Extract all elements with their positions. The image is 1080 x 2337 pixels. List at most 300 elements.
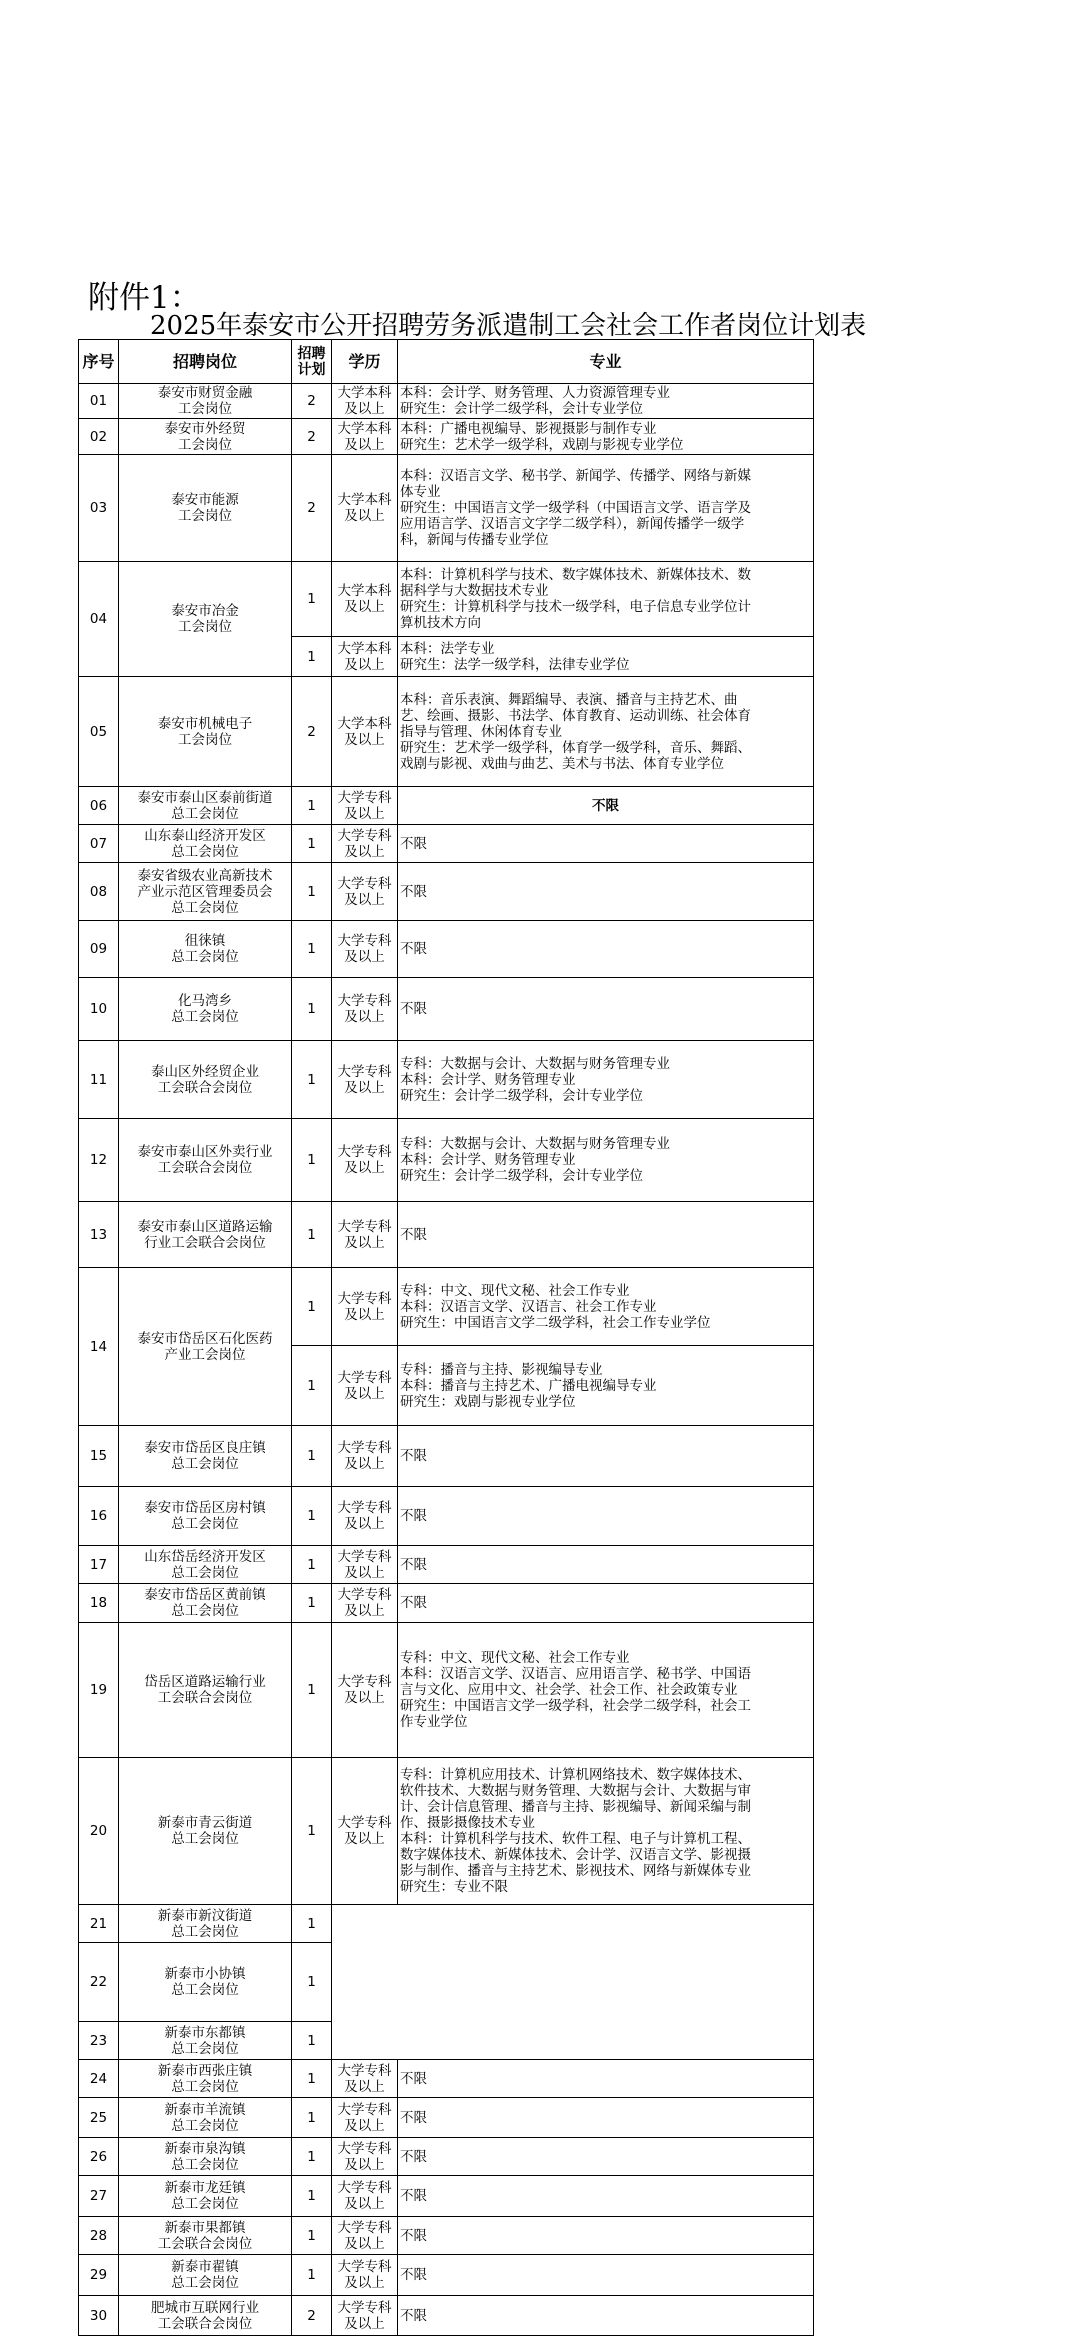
row-number: 09: [79, 921, 119, 978]
cell-line: 总工会岗位: [171, 2078, 239, 2095]
cell-line: 及以上: [344, 656, 385, 673]
post-name: [119, 455, 292, 562]
cell-line: 专科：大数据与会计、大数据与财务管理专业: [400, 1136, 670, 1152]
cell-line: 大学专科: [337, 1063, 392, 1080]
post-name: [119, 787, 292, 825]
major-requirement: [398, 2217, 814, 2255]
plan-count: 2: [292, 419, 332, 455]
post-name: [119, 2217, 292, 2255]
cell-line: 及以上: [344, 1079, 385, 1096]
cell-line: 新泰市青云街道: [157, 1815, 253, 1831]
row-number: 28: [79, 2217, 119, 2255]
cell-line: 大学专科: [337, 1674, 392, 1690]
post-name: [119, 2022, 292, 2060]
table-row: [79, 1584, 814, 1623]
cell-line: 本科：汉语言文学、汉语言、社会工作专业: [400, 1298, 657, 1315]
table-row: [79, 2098, 814, 2138]
cell-line: 不限: [400, 2070, 427, 2087]
table-row: [79, 863, 814, 921]
row-number: 30: [79, 2296, 119, 2336]
cell-line: 大学专科: [337, 2219, 392, 2236]
major-requirement: [398, 1546, 814, 1584]
plan-count: 1: [292, 637, 332, 677]
education-requirement: [332, 1119, 398, 1202]
cell-line: 不限: [400, 1556, 427, 1573]
cell-line: 工会岗位: [178, 731, 232, 748]
cell-line: 新泰市果都镇: [164, 2219, 246, 2236]
cell-line: 不限: [400, 2267, 427, 2283]
plan-count: 1: [292, 1943, 332, 2022]
cell-line: 及以上: [344, 1516, 385, 1532]
cell-line: 研究生：会计学二级学科，会计专业学位: [400, 1168, 643, 1184]
major-requirement: [398, 1041, 814, 1119]
cell-line: 工会联合会岗位: [157, 1690, 253, 1706]
major-requirement: [398, 1584, 814, 1623]
cell-line: 体专业: [400, 484, 441, 500]
cell-line: 专科：播音与主持、影视编导专业: [400, 1361, 603, 1378]
row-number: 03: [79, 455, 119, 562]
cell-line: 不限: [400, 1595, 427, 1611]
header-education: 学历: [332, 340, 398, 384]
plan-count: 1: [292, 1202, 332, 1268]
cell-line: 新泰市泉沟镇: [164, 2140, 246, 2157]
major-requirement: [398, 1758, 814, 1905]
major-requirement: [398, 825, 814, 863]
cell-line: 专科：中文、现代文秘、社会工作专业: [400, 1282, 630, 1299]
education-requirement: [332, 1202, 398, 1268]
merged-blank-education: [332, 1905, 398, 2060]
cell-line: 大学专科: [337, 1440, 392, 1456]
post-name: [119, 1426, 292, 1487]
education-requirement: [332, 1041, 398, 1119]
cell-line: 研究生：艺术学一级学科，戏剧与影视专业学位: [400, 436, 684, 453]
post-name: [119, 1905, 292, 1943]
cell-line: 大学专科: [337, 2140, 392, 2157]
cell-line: 科，新闻与传播专业学位: [400, 532, 549, 548]
cell-line: 本科：计算机科学与技术、软件工程、电子与计算机工程、: [400, 1831, 751, 1847]
row-number: 26: [79, 2138, 119, 2176]
cell-line: 本科：法学专业: [400, 640, 495, 657]
post-name: [119, 1268, 292, 1426]
education-requirement: [332, 978, 398, 1041]
row-number: 16: [79, 1487, 119, 1546]
cell-line: 总工会岗位: [171, 949, 239, 965]
cell-line: 不限: [400, 2109, 427, 2126]
cell-line: 总工会岗位: [171, 1456, 239, 1472]
plan-count: 2: [292, 455, 332, 562]
cell-line: 本科：计算机科学与技术、数字媒体技术、新媒体技术、数: [400, 567, 751, 583]
plan-count: 1: [292, 1905, 332, 1943]
cell-line: 本科：汉语言文学、秘书学、新闻学、传播学、网络与新媒: [400, 468, 751, 484]
row-number: 19: [79, 1623, 119, 1758]
plan-count: 2: [292, 2296, 332, 2336]
cell-line: 大学专科: [337, 1144, 392, 1160]
cell-line: 泰安市岱岳区良庄镇: [144, 1440, 266, 1456]
cell-line: 新泰市东都镇: [164, 2024, 246, 2041]
plan-count: 1: [292, 863, 332, 921]
table-row: [79, 825, 814, 863]
major-requirement: [398, 455, 814, 562]
table-row: [79, 2176, 814, 2217]
cell-line: 泰安市泰山区外卖行业: [137, 1144, 273, 1160]
plan-count: 1: [292, 2176, 332, 2217]
post-name: [119, 677, 292, 787]
cell-line: 不限: [400, 835, 427, 852]
post-name: [119, 921, 292, 978]
cell-line: 总工会岗位: [171, 1923, 239, 1940]
education-requirement: [332, 921, 398, 978]
cell-line: 新泰市西张庄镇: [157, 2062, 253, 2079]
post-name: [119, 2296, 292, 2336]
cell-line: 工会联合会岗位: [157, 2235, 253, 2252]
cell-line: 及以上: [344, 805, 385, 822]
header-post: 招聘岗位: [119, 340, 292, 384]
education-requirement: [332, 2296, 398, 2336]
cell-line: 岱岳区道路运输行业: [144, 1674, 266, 1690]
cell-line: 肥城市互联网行业: [151, 2299, 259, 2316]
header-plan-text: 招聘计划: [297, 345, 326, 378]
table-row: [79, 787, 814, 825]
row-number: 04: [79, 562, 119, 677]
cell-line: 总工会岗位: [171, 2040, 239, 2057]
cell-line: 指导与管理、休闲体育专业: [400, 723, 562, 740]
major-requirement: [398, 384, 814, 419]
major-requirement: [398, 2255, 814, 2296]
cell-line: 及以上: [344, 843, 385, 860]
cell-line: 据科学与大数据技术专业: [400, 583, 549, 599]
row-number: 11: [79, 1041, 119, 1119]
cell-line: 大学本科: [337, 420, 392, 437]
plan-count: 1: [292, 2098, 332, 2138]
header-no: 序号: [79, 340, 119, 384]
cell-line: 大学专科: [337, 2180, 392, 2196]
row-number: 24: [79, 2060, 119, 2098]
cell-line: 及以上: [344, 949, 385, 965]
education-requirement: [332, 1268, 398, 1346]
cell-line: 研究生：中国语言文学二级学科，社会工作专业学位: [400, 1314, 711, 1331]
table-row: [79, 1041, 814, 1119]
plan-count: 1: [292, 2255, 332, 2296]
education-requirement: [332, 863, 398, 921]
row-number: 01: [79, 384, 119, 419]
table-row: [79, 1426, 814, 1487]
cell-line: 大学专科: [337, 1587, 392, 1603]
cell-line: 大学专科: [337, 1218, 392, 1235]
post-name: [119, 562, 292, 677]
cell-line: 研究生：艺术学一级学科，体育学一级学科，音乐、舞蹈、: [400, 739, 751, 756]
cell-line: 工会岗位: [178, 508, 232, 524]
education-requirement: [332, 455, 398, 562]
row-number: 15: [79, 1426, 119, 1487]
cell-line: 总工会岗位: [171, 1009, 239, 1025]
plan-count: 1: [292, 1041, 332, 1119]
post-name: [119, 2255, 292, 2296]
cell-line: 大学专科: [337, 1290, 392, 1307]
education-requirement: [332, 825, 398, 863]
cell-line: 及以上: [344, 2078, 385, 2095]
cell-line: 影与制作、播音与主持艺术、影视技术、网络与新媒体专业: [400, 1863, 751, 1879]
cell-line: 算机技术方向: [400, 615, 481, 631]
row-number: 07: [79, 825, 119, 863]
cell-line: 泰安市外经贸: [164, 420, 246, 437]
recruitment-plan-table: [78, 339, 814, 2336]
cell-line: 专科：计算机应用技术、计算机网络技术、数字媒体技术、: [400, 1767, 751, 1783]
post-name: [119, 1546, 292, 1584]
cell-line: 及以上: [344, 1306, 385, 1323]
table-row: [79, 2060, 814, 2098]
plan-count: 2: [292, 384, 332, 419]
row-number: 20: [79, 1758, 119, 1905]
row-number: 05: [79, 677, 119, 787]
major-requirement: [398, 2138, 814, 2176]
table-row: [79, 562, 814, 637]
education-requirement: [332, 384, 398, 419]
cell-line: 泰安市泰山区道路运输: [137, 1218, 273, 1235]
cell-line: 大学本科: [337, 385, 392, 401]
cell-line: 及以上: [344, 1385, 385, 1402]
cell-line: 大学专科: [337, 827, 392, 844]
post-name: [119, 825, 292, 863]
cell-line: 泰安市泰山区泰前街道: [137, 789, 273, 806]
table-header-row: [79, 340, 814, 384]
plan-count: 1: [292, 1623, 332, 1758]
major-requirement: [398, 1202, 814, 1268]
post-name: [119, 2176, 292, 2217]
cell-line: 不限: [400, 883, 427, 900]
table-row: [79, 1546, 814, 1584]
table-row: [79, 455, 814, 562]
cell-line: 及以上: [344, 1160, 385, 1176]
major-requirement: [398, 863, 814, 921]
row-number: 08: [79, 863, 119, 921]
cell-line: 及以上: [344, 1009, 385, 1025]
row-number: 10: [79, 978, 119, 1041]
education-requirement: [332, 2255, 398, 2296]
row-number: 25: [79, 2098, 119, 2138]
cell-line: 言与文化、应用中文、社会学、社会工作、社会政策专业: [400, 1682, 738, 1698]
major-requirement: [398, 1487, 814, 1546]
row-number: 12: [79, 1119, 119, 1202]
cell-line: 不限: [400, 941, 427, 957]
table-row: [79, 677, 814, 787]
cell-line: 总工会岗位: [171, 1982, 239, 1998]
post-name: [119, 1943, 292, 2022]
cell-line: 本科：广播电视编导、影视摄影与制作专业: [400, 420, 657, 437]
education-requirement: [332, 787, 398, 825]
plan-count: 1: [292, 1119, 332, 1202]
cell-line: 本科：音乐表演、舞蹈编导、表演、播音与主持艺术、曲: [400, 691, 738, 708]
table-row: [79, 2217, 814, 2255]
post-name: [119, 1119, 292, 1202]
cell-line: 新泰市翟镇: [171, 2259, 239, 2275]
cell-line: 本科：会计学、财务管理、人力资源管理专业: [400, 385, 670, 401]
cell-line: 大学专科: [337, 2259, 392, 2275]
cell-line: 应用语言学、汉语言文字学二级学科），新闻传播学一级学: [400, 516, 745, 532]
major-requirement: [398, 2296, 814, 2336]
cell-line: 及以上: [344, 1690, 385, 1706]
cell-line: 戏剧与影视、戏曲与曲艺、美术与书法、体育专业学位: [400, 755, 724, 772]
post-name: [119, 1041, 292, 1119]
education-requirement: [332, 2138, 398, 2176]
cell-line: 及以上: [344, 1234, 385, 1251]
cell-line: 泰安市岱岳区石化医药: [137, 1330, 273, 1347]
post-name: [119, 419, 292, 455]
header-plan: [292, 340, 332, 384]
document-title: 2025年泰安市公开招聘劳务派遣制工会社会工作者岗位计划表: [150, 311, 867, 341]
row-number: 13: [79, 1202, 119, 1268]
plan-count: 2: [292, 677, 332, 787]
cell-line: 不限: [400, 2148, 427, 2165]
plan-count: 1: [292, 2060, 332, 2098]
cell-line: 工会联合会岗位: [157, 1079, 253, 1096]
cell-line: 研究生：专业不限: [400, 1879, 508, 1895]
table-row: [79, 1268, 814, 1346]
education-requirement: [332, 1346, 398, 1426]
cell-line: 及以上: [344, 2117, 385, 2134]
post-name: [119, 863, 292, 921]
plan-count: 1: [292, 1758, 332, 1905]
cell-line: 不限: [400, 1001, 427, 1017]
cell-line: 及以上: [344, 1831, 385, 1847]
cell-line: 大学专科: [337, 933, 392, 949]
cell-line: 大学本科: [337, 583, 392, 599]
row-number: 23: [79, 2022, 119, 2060]
cell-line: 本科：播音与主持艺术、广播电视编导专业: [400, 1377, 657, 1394]
cell-line: 大学专科: [337, 789, 392, 806]
plan-count: 1: [292, 1487, 332, 1546]
cell-line: 及以上: [344, 2315, 385, 2332]
table-row: [79, 1623, 814, 1758]
cell-line: 及以上: [344, 508, 385, 524]
cell-line: 大学专科: [337, 2062, 392, 2079]
plan-count: 1: [292, 825, 332, 863]
post-name: [119, 978, 292, 1041]
cell-line: 工会岗位: [178, 401, 232, 417]
plan-count: 1: [292, 1584, 332, 1623]
major-requirement: [398, 2176, 814, 2217]
plan-count: 1: [292, 1268, 332, 1346]
table-row: [79, 1487, 814, 1546]
cell-line: 及以上: [344, 2275, 385, 2291]
cell-line: 专科：大数据与会计、大数据与财务管理专业: [400, 1055, 670, 1072]
cell-line: 研究生：会计学二级学科，会计专业学位: [400, 401, 643, 417]
cell-line: 及以上: [344, 1564, 385, 1581]
row-number: 02: [79, 419, 119, 455]
major-requirement: [398, 1268, 814, 1346]
education-requirement: [332, 1623, 398, 1758]
cell-line: 泰安省级农业高新技术: [137, 867, 273, 884]
major-requirement: [398, 1623, 814, 1758]
education-requirement: [332, 1546, 398, 1584]
cell-line: 大学专科: [337, 1548, 392, 1565]
plan-count: 1: [292, 2217, 332, 2255]
major-requirement: [398, 787, 814, 825]
cell-line: 及以上: [344, 401, 385, 417]
cell-line: 研究生：戏剧与影视专业学位: [400, 1393, 576, 1410]
major-requirement: [398, 2060, 814, 2098]
cell-line: 本科：会计学、财务管理专业: [400, 1152, 576, 1168]
row-number: 17: [79, 1546, 119, 1584]
post-name: [119, 2060, 292, 2098]
cell-line: 大学专科: [337, 993, 392, 1009]
cell-line: 总工会岗位: [171, 2275, 239, 2291]
post-name: [119, 2138, 292, 2176]
cell-line: 新泰市新汶街道: [157, 1907, 253, 1924]
row-number: 27: [79, 2176, 119, 2217]
cell-line: 新泰市小协镇: [164, 1966, 246, 1982]
plan-count: 1: [292, 562, 332, 637]
plan-count: 1: [292, 978, 332, 1041]
education-requirement: [332, 419, 398, 455]
cell-line: 艺、绘画、摄影、书法学、体育教育、运动训练、社会体育: [400, 707, 751, 724]
cell-line: 总工会岗位: [171, 2196, 239, 2212]
cell-line: 本科：会计学、财务管理专业: [400, 1071, 576, 1088]
education-requirement: [332, 2098, 398, 2138]
table-row: [79, 978, 814, 1041]
plan-count: 1: [292, 2138, 332, 2176]
cell-line: 新泰市龙廷镇: [164, 2180, 246, 2196]
major-requirement: [398, 921, 814, 978]
table-row: [79, 419, 814, 455]
education-requirement: [332, 2060, 398, 2098]
cell-line: 大学本科: [337, 715, 392, 732]
cell-line: 研究生：中国语言文学一级学科，社会学二级学科，社会工: [400, 1698, 751, 1714]
cell-line: 泰安市岱岳区房村镇: [144, 1500, 266, 1516]
cell-line: 泰安市能源: [171, 492, 239, 508]
major-requirement: [398, 562, 814, 637]
cell-line: 研究生：会计学二级学科，会计专业学位: [400, 1087, 643, 1104]
cell-line: 不限: [400, 1448, 427, 1464]
cell-line: 化马湾乡: [178, 993, 232, 1009]
cell-line: 不限: [592, 797, 619, 814]
cell-line: 大学专科: [337, 1815, 392, 1831]
row-number: 06: [79, 787, 119, 825]
cell-line: 专科：中文、现代文秘、社会工作专业: [400, 1650, 630, 1666]
education-requirement: [332, 2217, 398, 2255]
cell-line: 及以上: [344, 1603, 385, 1619]
cell-line: 总工会岗位: [171, 1603, 239, 1619]
row-number: 14: [79, 1268, 119, 1426]
cell-line: 总工会岗位: [171, 805, 239, 822]
cell-line: 不限: [400, 2227, 427, 2244]
cell-line: 及以上: [344, 731, 385, 748]
cell-line: 总工会岗位: [171, 2156, 239, 2173]
cell-line: 总工会岗位: [171, 1831, 239, 1847]
cell-line: 山东岱岳经济开发区: [144, 1548, 266, 1565]
attachment-label: 附件1：: [88, 280, 201, 316]
cell-line: 新泰市羊流镇: [164, 2101, 246, 2118]
cell-line: 泰安市机械电子: [157, 715, 253, 732]
cell-line: 大学专科: [337, 2299, 392, 2316]
major-requirement: [398, 1119, 814, 1202]
cell-line: 大学专科: [337, 1369, 392, 1386]
cell-line: 行业工会联合会岗位: [144, 1234, 266, 1251]
cell-line: 大学本科: [337, 640, 392, 657]
cell-line: 作专业学位: [400, 1714, 468, 1730]
major-requirement: [398, 2098, 814, 2138]
header-major: 专业: [398, 340, 814, 384]
cell-line: 总工会岗位: [171, 899, 239, 916]
cell-line: 本科：汉语言文学、汉语言、应用语言学、秘书学、中国语: [400, 1666, 751, 1682]
education-requirement: [332, 677, 398, 787]
cell-line: 计、会计信息管理、播音与主持、影视编导、新闻采编与制: [400, 1799, 751, 1815]
cell-line: 大学专科: [337, 875, 392, 892]
table-row: [79, 1119, 814, 1202]
cell-line: 泰安市财贸金融: [157, 385, 253, 401]
row-number: 29: [79, 2255, 119, 2296]
cell-line: 研究生：法学一级学科，法律专业学位: [400, 656, 630, 673]
cell-line: 泰山区外经贸企业: [151, 1063, 259, 1080]
